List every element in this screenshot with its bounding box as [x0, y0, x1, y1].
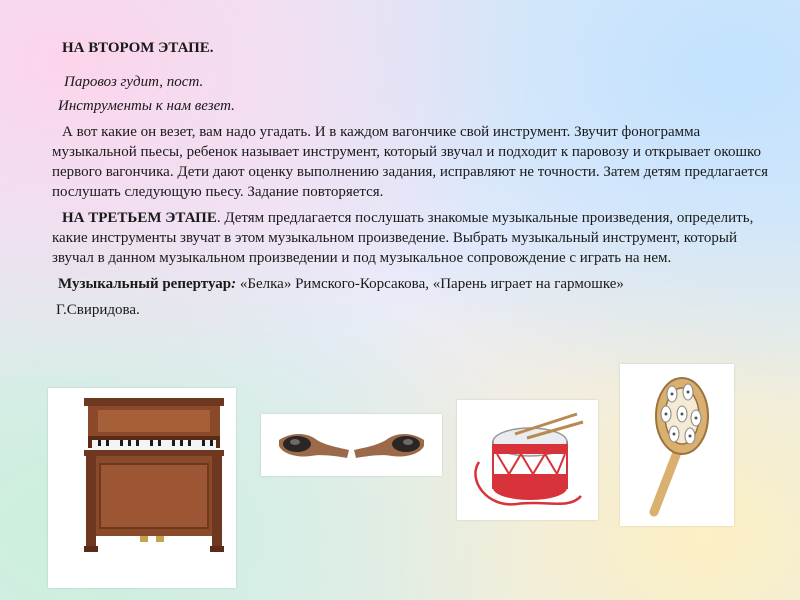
repertoire-label: Музыкальный репертуар [58, 276, 232, 292]
stage2-paragraph: А вот какие он везет, вам надо угадать. И в каждом вагончике свой инструмент. Звучит фонограмма музыкальной пьесы, ребенок называет инструмент, который звучал и подходит к паровозу и открывает окошко первого вагончика. Дети дают оценку выполнению задания, исправляют не точности. Затем детям предлагается послушать следующую пьесу. Задание повторяется. [52, 124, 768, 200]
repertoire-author: Г.Свиридова. [56, 302, 140, 318]
rattle-icon [620, 364, 734, 526]
slide-text [52, 38, 772, 320]
piano-icon [48, 388, 236, 588]
stage3-paragraph [52, 208, 772, 268]
stage3-label: НА ТРЕТЬЕМ ЭТАПЕ [62, 210, 217, 226]
poem-line-2: Инструменты к нам везет. [58, 98, 235, 114]
drum-image [457, 400, 598, 520]
drum-icon [457, 400, 598, 520]
repertoire-colon: : [231, 276, 237, 292]
repertoire-text: «Белка» Римского-Корсакова, «Парень играет на гармошке» [236, 276, 624, 292]
rattle-image [620, 364, 734, 526]
stage3-text: . Детям предлагается послушать знакомые музыкальные произведения, определить, какие инструменты звучат в этом музыкальном произведение. Выбрать музыкальный инструмент, который звучал в данном музыкальном произведении и под музыкальное сопровождение с играть на нем. [52, 210, 754, 266]
wooden-spoons-image [261, 414, 442, 476]
spoons-icon [261, 414, 442, 476]
stage2-heading: НА ВТОРОМ ЭТАПЕ. [62, 40, 214, 56]
repertoire-line [58, 274, 772, 294]
poem-line-1: Паровоз гудит, пост. [64, 74, 204, 90]
piano-image [48, 388, 236, 588]
